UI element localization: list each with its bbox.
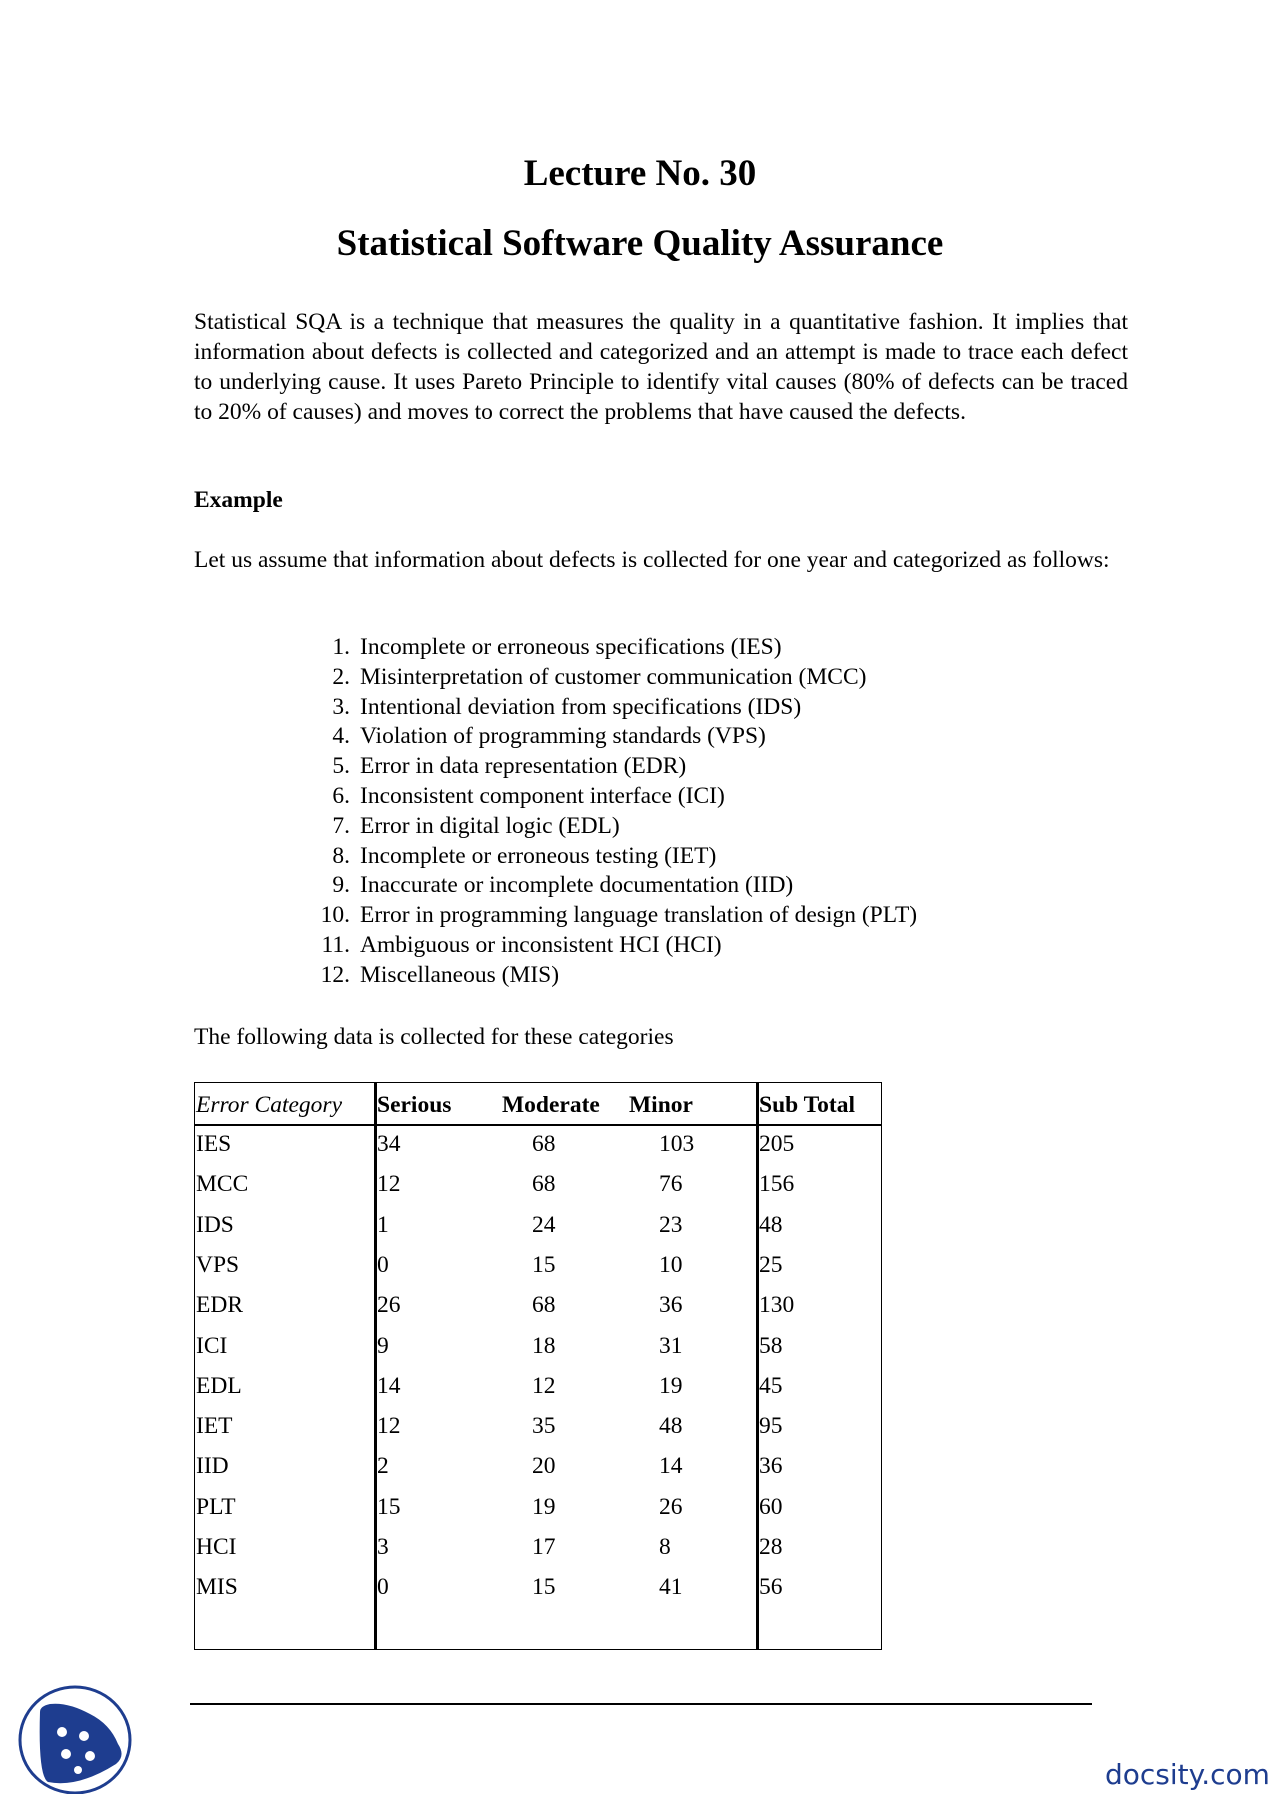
cell-moderate: 68 xyxy=(532,1131,556,1157)
defect-data-table xyxy=(194,1082,882,1650)
table-row xyxy=(195,1130,881,1171)
cell-category: MIS xyxy=(196,1574,238,1601)
category-text: Ambiguous or inconsistent HCI (HCI) xyxy=(360,931,722,958)
document-title: Statistical Software Quality Assurance xyxy=(336,223,944,264)
table-row xyxy=(195,1211,881,1252)
category-number: 6. xyxy=(332,782,350,809)
cell-subtotal: 130 xyxy=(759,1292,795,1319)
cell-category: IET xyxy=(196,1413,233,1440)
category-number: 7. xyxy=(332,812,350,839)
cell-minor: 76 xyxy=(659,1171,683,1198)
header-minor: Minor xyxy=(629,1092,693,1118)
cell-serious: 3 xyxy=(377,1534,389,1560)
category-number: 4. xyxy=(332,723,350,750)
category-text: Error in programming language translation of design (PLT) xyxy=(360,902,918,929)
cell-category: IES xyxy=(196,1131,232,1157)
cell-serious: 26 xyxy=(377,1292,401,1319)
cell-serious: 1 xyxy=(377,1211,389,1238)
table-row xyxy=(195,1493,881,1534)
category-number: 3. xyxy=(332,693,350,720)
cell-moderate: 35 xyxy=(532,1413,556,1440)
cell-moderate: 19 xyxy=(532,1493,556,1520)
cell-subtotal: 28 xyxy=(759,1534,783,1560)
cell-serious: 12 xyxy=(377,1171,401,1198)
cell-subtotal: 36 xyxy=(759,1453,783,1480)
cell-serious: 34 xyxy=(377,1131,401,1157)
cell-category: ICI xyxy=(196,1332,228,1359)
cell-serious: 0 xyxy=(377,1574,389,1601)
table-intro-text: The following data is collected for these categories xyxy=(194,1024,674,1050)
cell-category: IDS xyxy=(196,1211,234,1238)
category-text: Violation of programming standards (VPS) xyxy=(360,723,766,750)
category-number: 2. xyxy=(332,663,350,690)
cell-category: IID xyxy=(196,1453,229,1480)
cell-moderate: 12 xyxy=(532,1372,556,1399)
header-sub-total: Sub Total xyxy=(759,1092,856,1118)
cell-serious: 0 xyxy=(377,1251,389,1278)
category-number: 12. xyxy=(320,961,350,988)
cell-subtotal: 156 xyxy=(759,1171,795,1198)
cell-serious: 2 xyxy=(377,1453,389,1480)
cell-category: EDL xyxy=(196,1372,242,1399)
category-number: 1. xyxy=(332,634,350,660)
category-list-item xyxy=(305,722,917,752)
category-list-item xyxy=(305,693,917,723)
category-list-item xyxy=(305,871,917,901)
category-text: Error in data representation (EDR) xyxy=(360,753,687,780)
docsity-logo-icon xyxy=(18,1684,136,1794)
cell-minor: 14 xyxy=(659,1453,683,1480)
cell-category: HCI xyxy=(196,1534,237,1560)
table-row xyxy=(195,1170,881,1211)
cell-category: MCC xyxy=(196,1171,249,1198)
category-text: Miscellaneous (MIS) xyxy=(360,961,560,988)
cell-minor: 19 xyxy=(659,1372,683,1399)
cell-subtotal: 58 xyxy=(759,1332,783,1359)
lecture-number-heading: Lecture No. 30 xyxy=(523,153,757,194)
category-number: 11. xyxy=(321,931,350,958)
defect-category-list xyxy=(305,633,917,991)
category-text: Intentional deviation from specifications (IDS) xyxy=(360,693,802,720)
cell-moderate: 18 xyxy=(532,1332,556,1359)
cell-moderate: 15 xyxy=(532,1251,556,1278)
cell-minor: 103 xyxy=(659,1131,695,1157)
footer-rule xyxy=(190,1703,1092,1705)
cell-minor: 8 xyxy=(659,1534,671,1560)
cell-minor: 36 xyxy=(659,1292,683,1319)
category-number: 10. xyxy=(320,902,350,929)
category-number: 9. xyxy=(332,872,350,899)
category-text: Misinterpretation of customer communication (MCC) xyxy=(360,663,867,690)
cell-moderate: 68 xyxy=(532,1292,556,1319)
cell-minor: 23 xyxy=(659,1211,683,1238)
category-number: 8. xyxy=(332,842,350,869)
cell-category: EDR xyxy=(196,1292,243,1319)
cell-subtotal: 45 xyxy=(759,1372,783,1399)
assumption-paragraph: Let us assume that information about defects is collected for one year and categorized as follows: xyxy=(194,547,1110,573)
cell-subtotal: 56 xyxy=(759,1574,783,1601)
cell-serious: 14 xyxy=(377,1372,401,1399)
table-row xyxy=(195,1291,881,1332)
cell-category: PLT xyxy=(196,1493,236,1520)
cell-subtotal: 60 xyxy=(759,1493,783,1520)
table-row xyxy=(195,1412,881,1453)
category-list-item xyxy=(305,961,917,991)
table-row xyxy=(195,1332,881,1373)
cell-subtotal: 25 xyxy=(759,1251,783,1278)
category-list-item xyxy=(305,842,917,872)
category-list-item xyxy=(305,931,917,961)
cell-moderate: 20 xyxy=(532,1453,556,1480)
cell-minor: 31 xyxy=(659,1332,683,1359)
cell-minor: 26 xyxy=(659,1493,683,1520)
table-row xyxy=(195,1573,881,1614)
cell-moderate: 24 xyxy=(532,1211,556,1238)
cell-category: VPS xyxy=(196,1251,240,1278)
category-list-item xyxy=(305,901,917,931)
header-moderate: Moderate xyxy=(502,1092,600,1118)
example-heading: Example xyxy=(194,487,283,513)
docsity-brand-text[interactable]: docsity.com xyxy=(1105,1758,1270,1791)
header-underline xyxy=(195,1124,881,1126)
category-text: Inaccurate or incomplete documentation (IID) xyxy=(360,872,794,899)
cell-moderate: 17 xyxy=(532,1534,556,1560)
cell-serious: 15 xyxy=(377,1493,401,1520)
table-row xyxy=(195,1251,881,1292)
category-list-item xyxy=(305,782,917,812)
header-serious: Serious xyxy=(377,1092,452,1118)
category-list-item xyxy=(305,633,917,663)
cell-minor: 48 xyxy=(659,1413,683,1440)
table-row xyxy=(195,1452,881,1493)
cell-minor: 10 xyxy=(659,1251,683,1278)
cell-moderate: 68 xyxy=(532,1171,556,1198)
category-text: Incomplete or erroneous testing (IET) xyxy=(360,842,717,869)
cell-minor: 41 xyxy=(659,1574,683,1601)
cell-serious: 12 xyxy=(377,1413,401,1440)
category-number: 5. xyxy=(332,753,350,780)
cell-subtotal: 48 xyxy=(759,1211,783,1238)
cell-serious: 9 xyxy=(377,1332,389,1359)
header-error-category: Error Category xyxy=(196,1092,343,1118)
category-list-item xyxy=(305,812,917,842)
cell-subtotal: 95 xyxy=(759,1413,783,1440)
category-text: Inconsistent component interface (ICI) xyxy=(360,782,725,809)
category-text: Error in digital logic (EDL) xyxy=(360,812,620,839)
table-row xyxy=(195,1533,881,1574)
category-text: Incomplete or erroneous specifications (IES) xyxy=(360,634,782,660)
table-row xyxy=(195,1372,881,1413)
category-list-item xyxy=(305,752,917,782)
cell-subtotal: 205 xyxy=(759,1131,795,1157)
cell-moderate: 15 xyxy=(532,1574,556,1601)
category-list-item xyxy=(305,663,917,693)
intro-paragraph: Statistical SQA is a technique that measures the quality in a quantitative fashion. It implies that information about defects is collected and categorized and an attempt is made to trace each defect to underlying cause. It uses Pareto Principle to identify vital causes (80% of defects can be traced to 20% of causes) and moves to correct the problems that have caused the defects. xyxy=(194,309,1128,425)
